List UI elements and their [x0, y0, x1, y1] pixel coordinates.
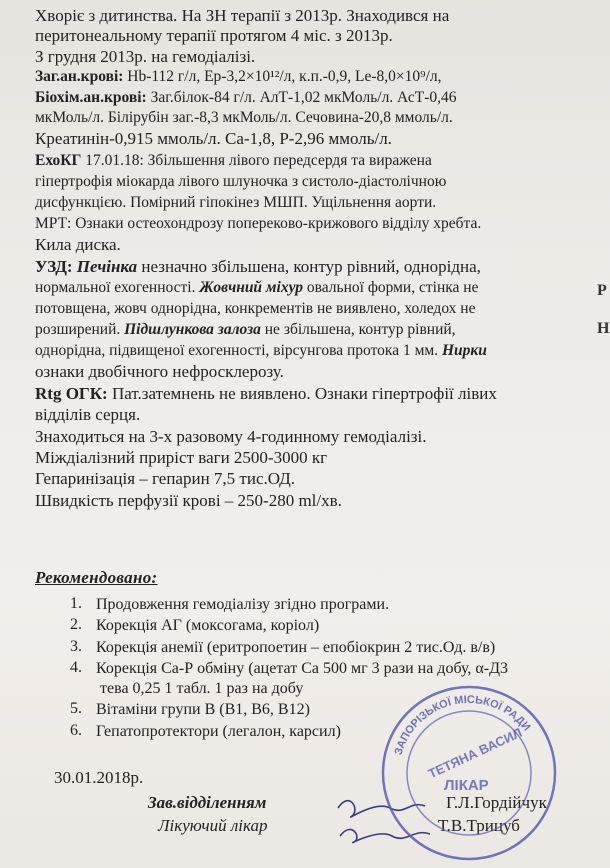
recommendation-number: 2. [70, 616, 82, 633]
report-line: Міждіалізний приріст ваги 2500-3000 кг [35, 448, 328, 467]
head-of-department-name: Г.Л.Гордійчук [446, 793, 547, 812]
recommendation-text: Корекція анемії (еритропоетин – епобіокрин 2 тис.Од. в/в) [96, 639, 496, 656]
report-line [35, 151, 432, 171]
report-line: Кила диска. [35, 235, 121, 254]
report-line: дисфункцією. Помірний гіпокінез МШП. Ущільнення аорти. [35, 194, 437, 211]
stamp-text-name: ТЕТЯНА ВАСИЛ [425, 724, 525, 782]
recommendation-text: Гепатопротектори (легалон, карсил) [96, 723, 341, 740]
report-line: мкМоль/л. Білірубін заг.-8,3 мкМоль/л. Сечовина-20,8 ммоль/л. [35, 109, 453, 126]
report-line: відділів серця. [35, 405, 141, 424]
report-line: Знаходиться на 3-х разовому 4-годинному гемодіалізі. [35, 427, 427, 446]
report-line: перитонеальному терапії протягом 4 міс. з 2013р. [35, 26, 393, 45]
section-label: Rtg ОГК: [35, 384, 108, 403]
recommendation-text: Вітаміни групи В (В1, В6, В12) [96, 701, 310, 718]
svg-text:ЗАПОРІЗЬКОЇ МІСЬКОЇ РАДИ: ЗАПОРІЗЬКОЇ МІСЬКОЇ РАДИ [392, 693, 533, 757]
report-line: З грудня 2013р. на гемодіалізі. [35, 47, 256, 66]
recommendation-text: Корекція Са-Р обміну (ацетат Са 500 мг 3 рази на добу, α-Д3 [96, 660, 508, 677]
report-line: Швидкість перфузії крові – 250-280 ml/хв. [35, 491, 342, 510]
document-date: 30.01.2018р. [54, 768, 144, 787]
line-text: однорідна, підвищеної ехогенності, вірсунгова протока 1 мм. [35, 342, 442, 359]
report-line [35, 384, 497, 404]
organ-label: Підшлункова залоза [124, 321, 261, 338]
attending-doctor-name: Т.В.Трицуб [438, 816, 520, 835]
line-text: не збільшена, контур рівний, [260, 321, 456, 338]
report-line [35, 341, 487, 361]
report-line: Хворіє з дитинства. На ЗН терапії з 2013р. Знаходився на [35, 6, 450, 25]
head-of-department-label: Зав.відділенням [148, 793, 267, 812]
recommendation-text: Корекція АГ (моксогама, коріол) [96, 617, 320, 634]
margin-fragment-1: Р [597, 282, 607, 299]
report-line: гіпертрофія міокарда лівого шлуночка з систоло-діастолічною [35, 173, 447, 190]
line-text: незначно збільшена, контур рівний, однорідна, [137, 257, 481, 276]
organ-label: Жовчний міхур [199, 279, 304, 296]
official-stamp [374, 678, 564, 868]
recommendation-text: тева 0,25 1 табл. 1 раз на добу [100, 680, 304, 697]
recommendation-number: 3. [70, 638, 82, 655]
line-text: Hb-112 г/л, Ер-3,2×10¹²/л, к.п.-0,9, Lе-8,0×10⁹/л, [123, 68, 442, 85]
organ-label: Нирки [441, 342, 487, 359]
report-line [35, 278, 478, 298]
report-line: потовщена, жовч однорідна, конкрементів не виявлено, холедох не [35, 300, 476, 317]
recommendations-heading: Рекомендовано: [35, 568, 158, 587]
margin-fragment-2: Н [597, 320, 610, 337]
report-line [35, 88, 457, 108]
section-label: Біохім.ан.крові: [35, 89, 147, 106]
report-line [35, 67, 441, 87]
recommendation-number: 5. [70, 700, 82, 717]
line-text: Заг.білок-84 г/л. АлТ-1,02 мкМоль/л. АсТ-0,46 [146, 89, 457, 106]
line-text: розширений. [35, 321, 125, 338]
section-label: УЗД: [35, 257, 73, 276]
organ-label: Печінка [72, 257, 138, 276]
report-line: Гепаринізація – гепарин 7,5 тис.ОД. [35, 469, 296, 488]
report-line: ознаки двобічного нефросклерозу. [35, 362, 284, 381]
stamp-text-doctor: ЛІКАР [444, 777, 489, 794]
section-label: Заг.ан.крові: [35, 68, 124, 85]
recommendation-text: Продовження гемодіалізу згідно програми. [96, 596, 390, 613]
line-text: 17.01.18: Збільшення лівого передсердя та виражена [81, 152, 432, 169]
report-line: МРТ: Ознаки остеохондрозу попереково-крижового відділу хребта. [35, 215, 482, 232]
recommendation-number: 6. [70, 722, 82, 739]
recommendation-number: 4. [70, 659, 82, 676]
section-label: ЕхоКГ [35, 152, 82, 169]
attending-doctor-label: Лікуючий лікар [158, 816, 268, 835]
report-line [35, 257, 481, 277]
line-text: Пат.затемнень не виявлено. Ознаки гіпертрофії лівих [107, 384, 497, 403]
recommendation-number: 1. [70, 595, 82, 612]
line-text: нормальної ехогенності. [35, 279, 200, 296]
report-line: Креатинін-0,915 ммоль/л. Са-1,8, Р-2,96 ммоль/л. [35, 129, 392, 148]
line-text: овальної форми, стінка не [303, 279, 479, 296]
report-line [35, 320, 456, 340]
